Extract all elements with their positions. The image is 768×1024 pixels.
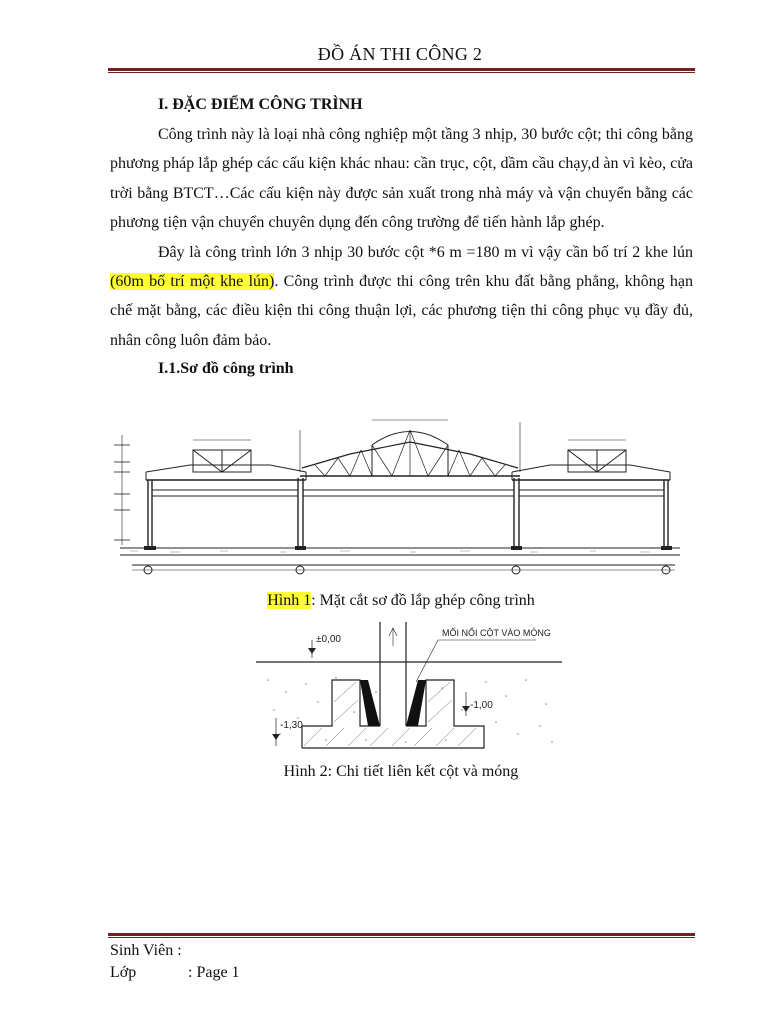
figure-1-caption-text: : Mặt cắt sơ đồ lắp ghép công trình — [311, 592, 535, 609]
figure-1-label: Hình 1 — [267, 592, 312, 609]
footer-rule — [108, 933, 695, 938]
header-rule — [108, 68, 695, 73]
page-footer — [110, 940, 240, 984]
page-number: : Page 1 — [188, 964, 240, 981]
paragraph-2-text-end: . Công trình được thi công trên khu đất bằng phẳng, không hạn chế mặt bằng, các điều kiện thi công thuận lợi, các phương tiện thi công phục vụ đầy đủ, nhân công luôn đảm bảo. — [110, 273, 693, 349]
building-section-drawing — [110, 410, 690, 585]
figure-2-caption: Hình 2: Chi tiết liên kết cột và móng — [283, 763, 519, 780]
section-content — [110, 92, 693, 382]
joint-label: MỐI NỐI CỘT VÀO MÓNG — [442, 628, 551, 638]
elevation-top-label: ±0,00 — [316, 634, 341, 645]
figure-1-caption — [0, 592, 768, 610]
paragraph-2-highlight: (60m bố trí một khe lún) — [110, 273, 275, 291]
section-heading: I. ĐẶC ĐIỂM CÔNG TRÌNH — [158, 96, 363, 113]
class-label: Lớp — [110, 964, 137, 981]
elevation-right-label: -1,00 — [470, 700, 493, 711]
paragraph-1: Công trình này là loại nhà công nghiệp một tầng 3 nhịp, 30 bước cột; thi công bằng phương pháp lắp ghép các cấu kiện khác nhau: cần trục, cột, dầm cầu chạy,d àn vì kèo, cửa trời bằng BTCT…Các cấu kiện này được sản xuất trong nhà máy và vận chuyển bằng các phương tiện vận chuyển chuyên dụng đến công trường để tiến hành lắp ghép. — [110, 126, 693, 232]
paragraph-2-text-start: Đây là công trình lớn 3 nhịp 30 bước cột *6 m =180 m vì vậy cần bố trí 2 khe lún — [158, 243, 693, 261]
paragraph-2 — [110, 238, 693, 356]
column-foundation-detail — [256, 622, 562, 752]
subsection-heading: I.1.Sơ đồ công trình — [158, 360, 294, 378]
student-label: Sinh Viên : — [110, 942, 182, 959]
document-header-title: ĐỒ ÁN THI CÔNG 2 — [317, 44, 483, 64]
elevation-left-label: -1,30 — [280, 720, 303, 731]
